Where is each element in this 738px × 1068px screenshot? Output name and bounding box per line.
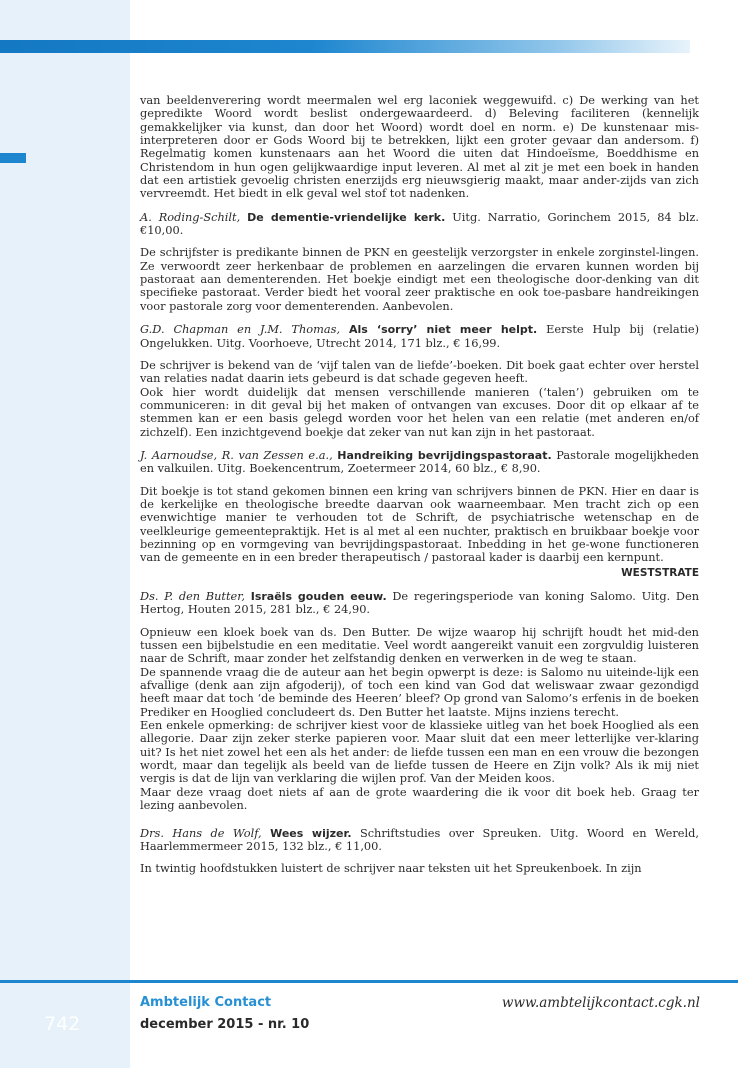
review-citation: [140, 323, 699, 350]
top-accent-bar: [0, 40, 690, 53]
page-number: 742: [44, 1013, 81, 1035]
review-author: G.D. Chapman en J.M. Thomas,: [140, 322, 341, 337]
review-paragraph: Een enkele opmerking: de schrijver kiest voor de klassieke uitleg van het boek Hooglied als een allegorie. Daar zijn zeker sterke papieren voor. Maar sluit dat een meer letterlijke ver-klaring uit? Is het niet zowel het een als het ander: de liefde tussen een man en een vrouw die bezongen wordt, maar dan tegelijk als beeld van de liefde tussen de Heere en Zijn volk? Als ik mij niet vergis is dat de lijn van verklaring die wijlen prof. Van der Meiden koos.: [140, 718, 699, 786]
review-author: Drs. Hans de Wolf,: [140, 825, 262, 840]
review-paragraph: De schrijver is bekend van de ‘vijf talen van de liefde’-boeken. Dit boek gaat echter over herstel van relaties nadat daarin iets gebeurd is dat schade gegeven heeft.: [140, 357, 699, 386]
journal-title: Ambtelijk Contact: [140, 995, 272, 1010]
review-paragraph: Opnieuw een kloek boek van ds. Den Butter. De wijze waarop hij schrijft houdt het mid-den tussen een bijbelstudie en een meditatie. Veel wordt aangereikt vanuit een zorgvuldig luisteren naar de Schrift, maar zonder het zelfstandig denken en verwerken in de weg te staan.: [140, 624, 699, 666]
review-paragraph: Dit boekje is tot stand gekomen binnen een kring van schrijvers binnen de PKN. Hier en daar is de kerkelijke en theologische breedte daarvan ook waarneembaar. Men tracht zich op een evenwichtige manier te verhouden tot de Schrift, de psychiatrische wetenschap en de veelkleurige gemeentepraktijk. Het is al met al een nuchter, praktisch en bruikbaar boekje voor bezinning op en vormgeving van bevrijdingspastoraat. Inbedding in het ge-wone functioneren van de gemeente en in een breder therapeutisch / pastoraal kader is daarbij een kernpunt.: [140, 483, 699, 565]
review-paragraph: Maar deze vraag doet niets af aan de grote waardering die ik voor dit boek heb. Graag ter lezing aanbevolen.: [140, 784, 699, 813]
review-title: Wees wijzer.: [270, 826, 352, 840]
review-paragraph: De spannende vraag die de auteur aan het begin opwerpt is deze: is Salomo nu uiteinde-lijk een afvallige (denk aan zijn afgoderij), of toch een kind van God dat weliswaar zwaar gezondigd heeft maar dat toch ‘de beminde des Heeren’ bleef? Op grond van Salomo’s erfenis in de boeken Prediker en Hooglied concludeert ds. Den Butter het laatste. Mijns inziens terecht.: [140, 664, 699, 719]
review-details: De regeringsperiode van koning Salomo. Uitg. Den Hertog, Houten 2015, 281 blz., € 24,90.: [140, 589, 699, 617]
review-paragraph: In twintig hoofdstukken luistert de schrijver naar teksten uit het Spreukenboek. In zijn: [140, 861, 642, 876]
issue-label: december 2015 - nr. 10: [140, 1017, 310, 1032]
review-author: Ds. P. den Butter,: [140, 589, 246, 603]
website-link[interactable]: www.ambtelijkcontact.cgk.nl: [501, 995, 700, 1011]
review-title: De dementie-vriendelijke kerk.: [247, 210, 446, 224]
review-title: Handreiking bevrijdingspastoraat.: [337, 448, 552, 462]
review-paragraph: Ook hier wordt duidelijk dat mensen verschillende manieren (‘talen’) gebruiken om te communiceren: in dit geval bij het maken of ontvangen van excuses. Door dit op elkaar af te stemmen kan er een basis gelegd worden voor het helen van een relatie (met anderen en/of zichzelf). Een inzichtgevend boekje dat zeker van nut kan zijn in het pastoraat.: [140, 384, 699, 439]
review-citation: [140, 827, 699, 854]
review-details: Uitg. Narratio, Gorinchem 2015, 84 blz. €10,00.: [140, 209, 699, 238]
review-title: Als ‘sorry’ niet meer helpt.: [348, 323, 538, 337]
review-paragraph: De schrijfster is predikante binnen de PKN en geestelijk verzorgster in enkele zorginstel-lingen. Ze verwoordt zeer herkenbaar de problemen en aarzelingen die ervaren kunnen worden bij pastoraat aan dementerenden. Het boekje eindigt met een theologische door-denking van dit specifieke pastoraat. Verder biedt het vooral zeer praktische en ook toe-pasbare handreikingen voor pastorale zorg voor dementerenden. Aanbevolen.: [140, 245, 699, 313]
review-citation: [140, 211, 699, 238]
footer-divider: [0, 980, 738, 983]
review-citation: [140, 449, 699, 476]
review-details: Eerste Hulp bij (relatie) Ongelukken. Uitg. Voorhoeve, Utrecht 2014, 171 blz., € 16,99.: [140, 322, 700, 350]
left-accent-tab: [0, 153, 26, 163]
review-details: Pastorale mogelijkheden en valkuilen. Uitg. Boekencentrum, Zoetermeer 2014, 60 blz., € 8,90.: [140, 447, 699, 476]
intro-paragraph: van beeldenverering wordt meermalen wel erg laconiek weggewuifd. c) De werking van het gepredikte Woord wordt beslist ondergewaardeerd. d) Beleving faciliteren (kennelijk gemakkelijker via kunst, dan door het Woord) wordt doel en norm. e) De kunstenaar mis-interpreteren door er Gods Woord bij te betrekken, lijkt een groter gevaar dan andersom. f) Regelmatig komen kunstenaars aan het Woord die uiten dat Hindoeïsme, Boeddhisme en Christendom in hun ogen gelijkwaardige input leveren. Al met al zit je met een boek in handen dat een artistiek gevoelig christen enerzijds erg nieuwsgierig maakt, maar ander-zijds van zich vervreemdt. Het biedt in elk geval wel stof tot nadenken.: [140, 93, 699, 201]
review-author: A. Roding-Schilt,: [140, 209, 241, 224]
article-content: [140, 94, 699, 876]
review-title: Israëls gouden eeuw.: [250, 590, 387, 603]
reviewer-signature: WESTSTRATE: [621, 566, 699, 579]
review-details: Schriftstudies over Spreuken. Uitg. Woord en Wereld, Haarlemmermeer 2015, 132 blz., € 11,00.: [140, 825, 700, 853]
review-citation: [140, 590, 699, 617]
review-author: J. Aarnoudse, R. van Zessen e.a.,: [140, 447, 333, 462]
